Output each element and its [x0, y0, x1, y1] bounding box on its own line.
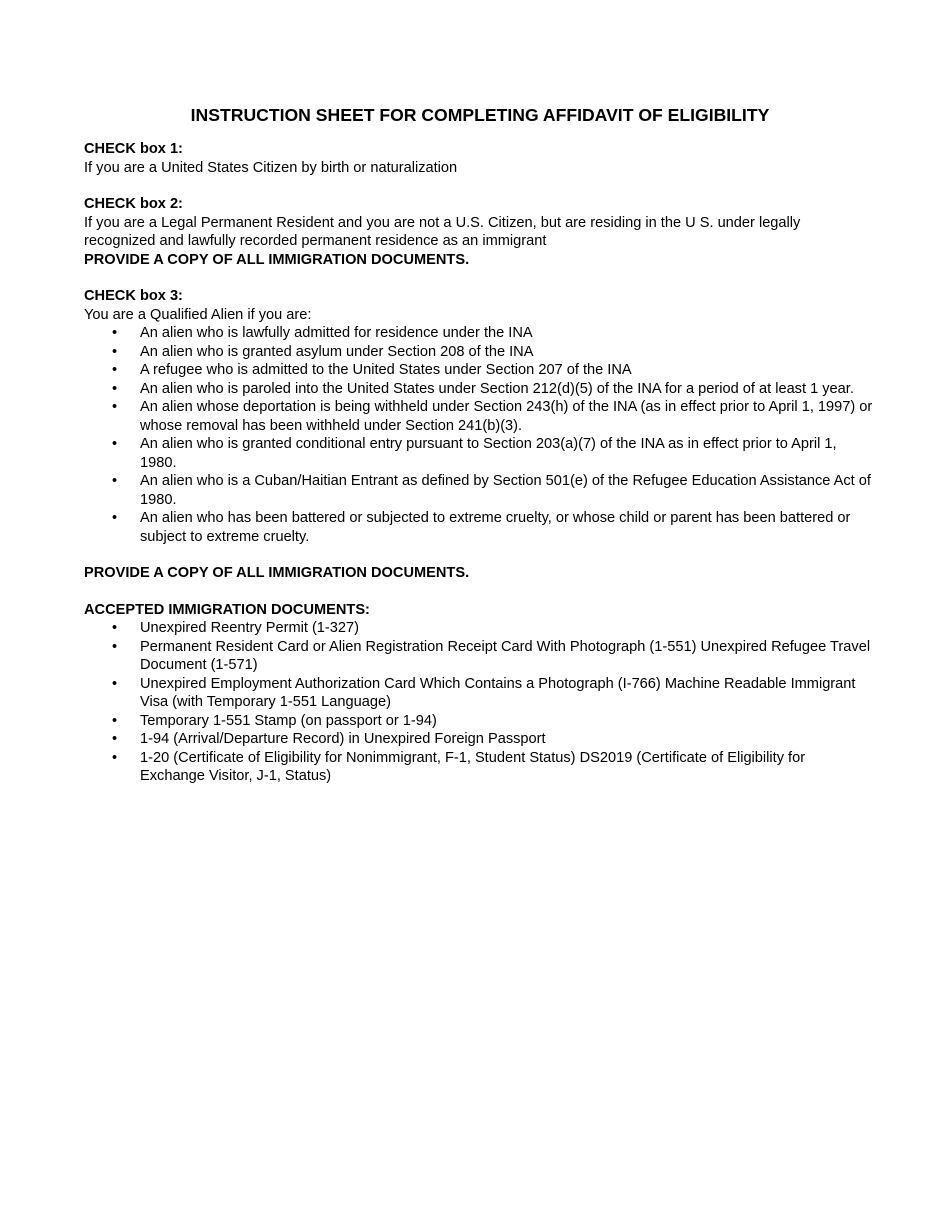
bullet-icon: • [112, 620, 118, 636]
list-item [84, 472, 874, 509]
bullet-icon: • [112, 712, 118, 729]
bullet-icon: • [112, 675, 118, 692]
bullet-icon: • [112, 399, 118, 415]
box3-note: PROVIDE A COPY OF ALL IMMIGRATION DOCUMENTS. [84, 565, 470, 581]
list-item [84, 398, 874, 435]
list-item-text: An alien who is granted conditional entry pursuant to Section 203(a)(7) of the INA as in effect prior to April 1, 1980. [140, 436, 837, 471]
box2-text: If you are a Legal Permanent Resident and you are not a U.S. Citizen, but are residing in the U S. under legally recognized and lawfully recorded permanent residence as an immigrant [84, 214, 801, 249]
bullet-icon: • [112, 510, 118, 526]
box3-intro: You are a Qualified Alien if you are: [84, 306, 312, 323]
bullet-icon: • [112, 362, 118, 378]
list-item [84, 380, 874, 399]
spacer [84, 177, 874, 195]
list-item [84, 619, 874, 638]
box2-note: PROVIDE A COPY OF ALL IMMIGRATION DOCUMENTS. [84, 251, 470, 268]
list-item-text: Temporary 1-551 Stamp (on passport or 1-94) [140, 712, 437, 729]
list-item [84, 509, 874, 546]
list-item-text: Unexpired Reentry Permit (1-327) [140, 620, 359, 636]
bullet-icon: • [112, 638, 118, 655]
list-item-text: An alien who is granted asylum under Section 208 of the INA [140, 343, 534, 360]
list-item [84, 730, 874, 749]
list-item-text: An alien who is paroled into the United States under Section 212(d)(5) of the INA for a period of at least 1 year. [140, 380, 854, 397]
box3-heading: CHECK box 3: [84, 288, 183, 304]
spacer [84, 546, 874, 564]
bullet-icon: • [112, 749, 118, 766]
list-item-text: An alien who has been battered or subjected to extreme cruelty, or whose child or parent has been battered or subject to extreme cruelty. [140, 510, 851, 545]
bullet-icon: • [112, 343, 118, 360]
accepted-documents-heading: ACCEPTED IMMIGRATION DOCUMENTS: [84, 601, 370, 618]
page-title: INSTRUCTION SHEET FOR COMPLETING AFFIDAVIT OF ELIGIBILITY [190, 105, 770, 125]
list-item-text: 1-94 (Arrival/Departure Record) in Unexpired Foreign Passport [140, 731, 546, 747]
document-page [84, 104, 874, 786]
box1-text: If you are a United States Citizen by birth or naturalization [84, 159, 458, 176]
qualified-alien-list [84, 324, 874, 546]
bullet-icon: • [112, 436, 118, 452]
bullet-icon: • [112, 731, 118, 747]
list-item-text: An alien whose deportation is being withheld under Section 243(h) of the INA (as in effect prior to April 1, 1997) or whose removal has been withheld under Section 241(b)(3). [140, 399, 873, 434]
list-item-text: 1-20 (Certificate of Eligibility for Nonimmigrant, F-1, Student Status) DS2019 (Certificate of Eligibility for Exchange Visitor, J-1, Status) [140, 749, 806, 784]
list-item-text: Unexpired Employment Authorization Card Which Contains a Photograph (I-766) Machine Readable Immigrant Visa (with Temporary 1-551 Language) [140, 675, 856, 710]
box2-heading: CHECK box 2: [84, 196, 183, 212]
list-item [84, 361, 874, 380]
bullet-icon: • [112, 380, 118, 397]
list-item [84, 343, 874, 362]
list-item [84, 749, 874, 786]
bullet-icon: • [112, 325, 118, 341]
box3-section [84, 287, 874, 546]
box2-section [84, 195, 874, 269]
accepted-documents-list [84, 619, 874, 786]
list-item [84, 324, 874, 343]
list-item [84, 675, 874, 712]
list-item [84, 435, 874, 472]
box1-heading: CHECK box 1: [84, 141, 183, 157]
list-item-text: An alien who is lawfully admitted for residence under the INA [140, 325, 533, 341]
spacer [84, 269, 874, 287]
list-item [84, 638, 874, 675]
list-item [84, 712, 874, 731]
list-item-text: An alien who is a Cuban/Haitian Entrant as defined by Section 501(e) of the Refugee Education Assistance Act of 1980. [140, 473, 871, 508]
accepted-documents-section [84, 601, 874, 786]
list-item-text: Permanent Resident Card or Alien Registration Receipt Card With Photograph (1-551) Unexpired Refugee Travel Document (1-571) [140, 638, 871, 673]
box1-section [84, 140, 874, 177]
spacer [84, 583, 874, 601]
list-item-text: A refugee who is admitted to the United States under Section 207 of the INA [140, 362, 632, 378]
bullet-icon: • [112, 473, 118, 489]
